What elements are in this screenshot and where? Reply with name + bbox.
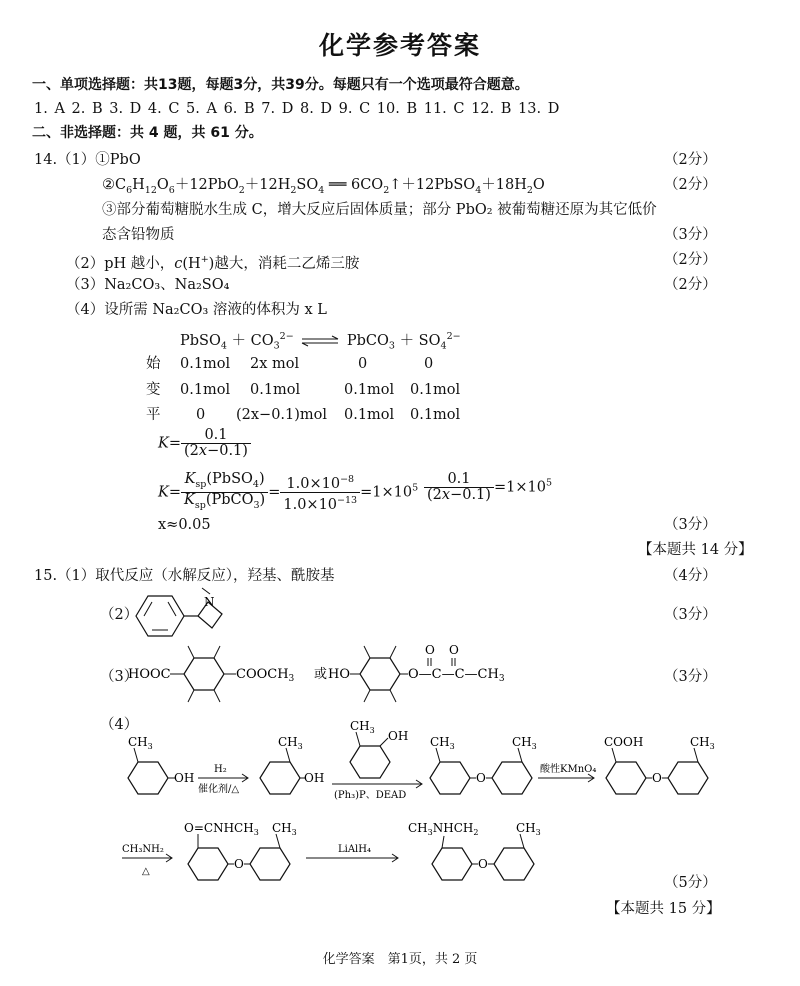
reagent-lialh4: LiAlH₄ — [338, 844, 371, 855]
reagent-heat: △ — [142, 866, 150, 877]
svg-text:CH3: $CH_3$ — [272, 821, 297, 837]
reagent-h2: H₂ — [214, 764, 227, 775]
q14-q3-score: （2分） — [664, 277, 717, 293]
ice-row-label: 始 — [146, 356, 161, 372]
q15-q4-label: （4） — [100, 717, 139, 733]
k-ksp-expression: K= $\frac{K_{sp}(PbSO_4)}{K_{sp}(PbCO_3)}$ = $\frac{1.0\times 10^{-8}}{1.0\times 10^{-13}}$ $=1\times 10^5$ — [158, 471, 419, 513]
ice-cell: 0.1mol — [180, 356, 231, 372]
svg-text:COOCH3: $COOCH_3$ — [236, 667, 295, 684]
ice-row-label: 平 — [146, 407, 161, 423]
svg-text:CH3: $CH_3$ — [516, 821, 541, 837]
ice-cell: 0.1mol — [344, 382, 395, 398]
ice-cell: (2x−0.1)mol — [236, 407, 328, 423]
q14-q3: （3）Na₂CO₃、Na₂SO₄ — [66, 277, 230, 293]
reagent-ph3p: (Ph₃)P、DEAD — [334, 790, 407, 801]
svg-text:CH3NHCH2: $CH_3NHCH_2$ — [408, 821, 479, 837]
q15-q3-score: （3分） — [664, 669, 717, 685]
or-text: 或 — [314, 667, 328, 682]
q14-total: 【本题共 14 分】 — [638, 542, 753, 558]
q15-q2-label: （2） — [100, 607, 139, 623]
q14-p3-line2: 态含铅物质 — [102, 227, 175, 243]
q15-synthesis-row1 — [118, 716, 738, 816]
ice-cell: 0.1mol — [180, 382, 231, 398]
page-footer: 化学答案 第1页，共 2 页 — [322, 952, 478, 967]
k-equation: $\frac{0.1}{(2x-0.1)}$ $=1\times 10^5$ — [424, 472, 552, 503]
svg-text:HOOC: HOOC — [128, 667, 171, 682]
svg-text:O: O — [425, 643, 435, 657]
svg-text:O: O — [449, 643, 459, 657]
q14-p3-score: （3分） — [664, 227, 717, 243]
svg-text:COOH: COOH — [604, 735, 644, 749]
ice-cell: 0 — [424, 356, 434, 372]
ice-cell: 2x mol — [250, 356, 300, 372]
ice-cell: 0.1mol — [410, 407, 461, 423]
svg-text:CH3: $CH_3$ — [430, 735, 455, 751]
q15-q2-score: （3分） — [664, 607, 717, 623]
svg-text:O: O — [652, 771, 662, 785]
q15-synthesis-row2 — [118, 818, 578, 898]
q14-p1-score: （2分） — [664, 152, 717, 168]
q14-equation: $②C_6H_{12}O_6+12PbO_2+12H_2SO_4$ ══ $6CO_2↑+12PbSO_4+18H_2O$ — [102, 177, 545, 196]
q14-q4-score: （3分） — [664, 517, 717, 533]
svg-text:OH: OH — [304, 771, 325, 785]
svg-text:CH3: $CH_3$ — [128, 735, 153, 751]
ice-cell: 0.1mol — [344, 407, 395, 423]
q15-q1-score: （4分） — [664, 568, 717, 584]
equilibrium-equation: PbSO$_4$ ＋ $CO_3^{2-}$ PbCO$_3$ ＋ $SO_4^{2-}$ — [180, 331, 461, 352]
reagent-kmno4: 酸性KMnO₄ — [540, 764, 597, 775]
svg-text:CH3: $CH_3$ — [512, 735, 537, 751]
q15-q3-label: （3） — [100, 669, 139, 685]
page-title: 化学参考答案 — [318, 31, 481, 60]
q15-structures-3 — [128, 638, 505, 708]
q15-structure-2 — [124, 588, 234, 644]
ice-cell: 0.1mol — [410, 382, 461, 398]
ice-cell: 0 — [358, 356, 368, 372]
svg-text:O: O — [476, 771, 486, 785]
reversible-arrow-icon — [298, 335, 342, 347]
svg-text:OH: OH — [174, 771, 195, 785]
reagent-catalyst: 催化剂/△ — [198, 784, 240, 795]
svg-text:N: N — [204, 595, 215, 609]
svg-text:O=CNHCH3: $O=CNHCH_3$ — [184, 821, 259, 837]
q15-q1: 15.（1）取代反应（水解反应），羟基、酰胺基 — [34, 568, 335, 584]
q14-part1: 14.（1）①PbO — [34, 152, 141, 168]
section1-heading: 一、单项选择题：共13题，每题3分，共39分。每题只有一个选项最符合题意。 — [32, 77, 529, 93]
svg-text:CH3: $CH_3$ — [690, 735, 715, 751]
ice-row-label: 变 — [146, 382, 161, 398]
svg-text:CH3: $CH_3$ — [278, 735, 303, 751]
x-result: x≈0.05 — [158, 517, 211, 533]
ice-cell: 0 — [196, 407, 206, 423]
q15-total: 【本题共 15 分】 — [606, 901, 721, 917]
svg-text:OH: OH — [388, 729, 409, 743]
svg-text:O: O — [478, 857, 488, 871]
q14-q2: （2）pH 越小，c(H+)越大，消耗二乙烯三胺 — [66, 254, 360, 272]
q15-q4-score: （5分） — [664, 875, 717, 891]
k-expression: K= $\frac{0.1}{(2x-0.1)}$ — [158, 428, 251, 459]
svg-text:O: O — [234, 857, 244, 871]
q14-q2-score: （2分） — [664, 252, 717, 268]
q14-p2-score: （2分） — [664, 177, 717, 193]
ice-cell: 0.1mol — [250, 382, 301, 398]
reagent-ch3nh2: CH₃NH₂ — [122, 844, 164, 855]
mc-answers: 1. A 2. B 3. D 4. C 5. A 6. B 7. D 8. D 9. C 10. B 11. C 12. B 13. D — [34, 101, 560, 117]
q14-p3-line1: ③部分葡萄糖脱水生成 C，增大反应后固体质量；部分 PbO₂ 被葡萄糖还原为其它低价 — [102, 202, 657, 218]
svg-text:HO: HO — [328, 667, 350, 682]
q14-q4-intro: （4）设所需 Na₂CO₃ 溶液的体积为 x L — [66, 302, 327, 318]
section2-heading: 二、非选择题：共 4 题，共 61 分。 — [32, 125, 263, 141]
svg-text:CH3: $CH_3$ — [350, 719, 375, 735]
svg-text:O—C—C—CH3: $O—C—C—CH_3$ — [408, 667, 505, 684]
